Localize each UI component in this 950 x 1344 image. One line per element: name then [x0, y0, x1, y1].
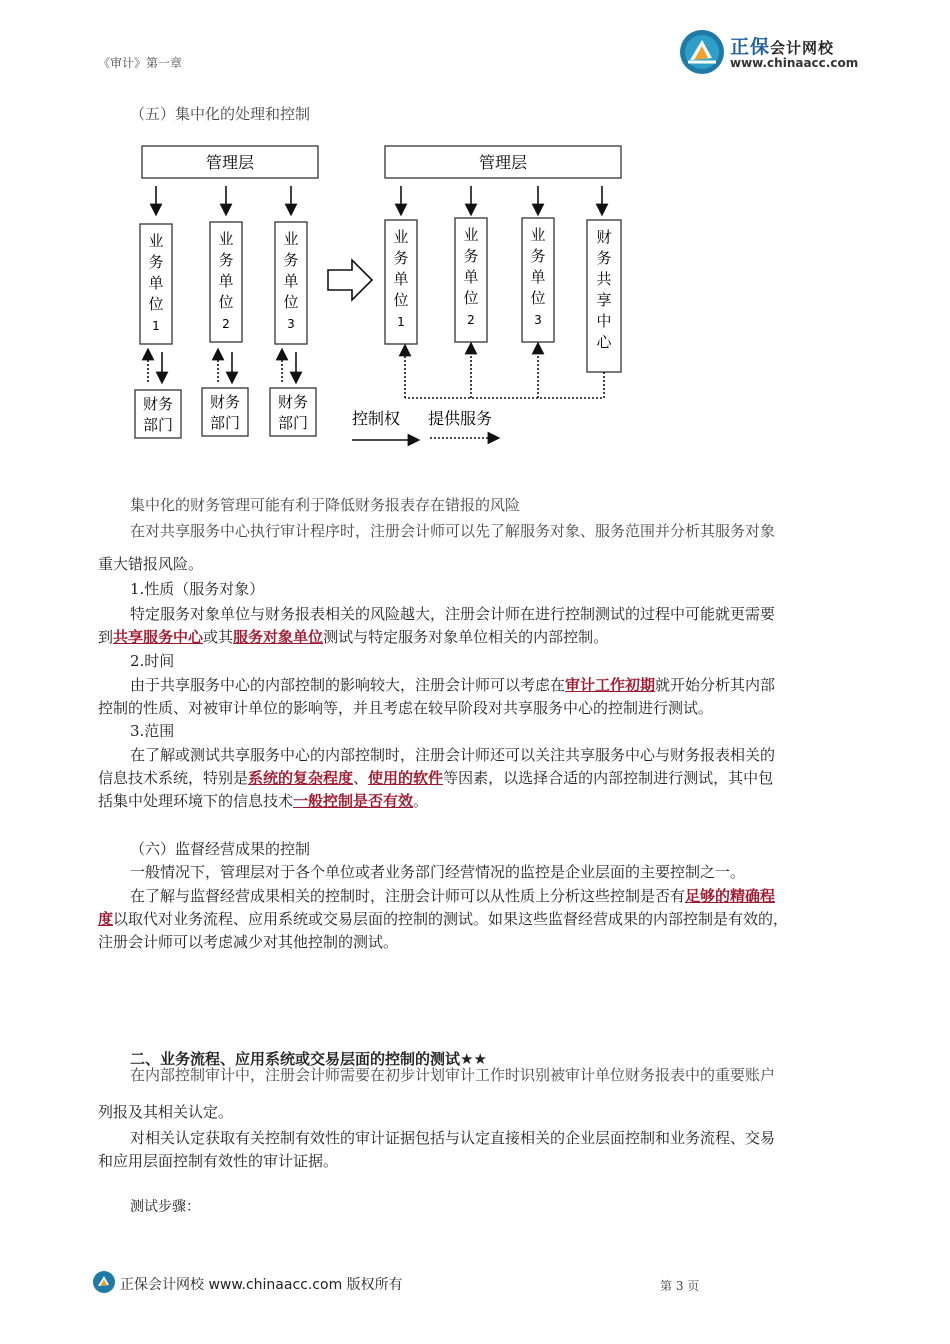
paragraph-six-2 [130, 885, 860, 907]
text: 以取代对业务流程、应用系统或交易层面的控制的测试。如果这些监督经营成果的内部控制是有效的， [113, 910, 789, 928]
heading-scope: 3.范围 [130, 722, 175, 740]
paragraph-scope-1: 在了解或测试共享服务中心的内部控制时，注册会计师还可以关注共享服务中心与财务报表相关的 [130, 746, 776, 764]
text: 、 [353, 769, 369, 787]
right-unit-2-char: 位 [463, 289, 479, 307]
highlight-link[interactable]: 使用的软件 [368, 769, 444, 787]
right-unit-2-char: 单 [463, 268, 479, 286]
left-unit-3-char: 业 [283, 230, 299, 248]
text: 括集中处理环境下的信息技术 [98, 792, 294, 810]
finance-dept-label: 部门 [142, 416, 174, 434]
left-unit-2-char: 2 [222, 317, 230, 331]
right-unit-3-char: 务 [530, 247, 546, 265]
right-management-label: 管理层 [478, 153, 528, 172]
legend-control-label: 控制权 [352, 409, 401, 428]
service-network-line [405, 372, 604, 398]
highlight-link[interactable]: 审计工作初期 [565, 676, 656, 694]
right-unit-2-char: 2 [467, 313, 475, 327]
legend-service-label: 提供服务 [428, 409, 493, 428]
logo-title: 正保会计网校 [730, 36, 835, 58]
text: 在了解与监督经营成果相关的控制时，注册会计师可以从性质上分析这些控制是否有 [130, 887, 686, 905]
cut-line-1: 集中化的财务管理可能有利于降低财务报表存在错报的风险 [130, 496, 521, 514]
finance-dept-label: 财务 [209, 393, 241, 411]
logo-url: www.chinaacc.com [730, 56, 859, 70]
test-steps-label: 测试步骤： [130, 1199, 200, 1215]
left-unit-1-char: 位 [148, 295, 164, 313]
paragraph-time-1 [130, 674, 860, 696]
right-unit-1-char: 位 [393, 291, 409, 309]
footer-logo-icon [92, 1270, 116, 1294]
heading-section-six: （六）监督经营成果的控制 [130, 840, 311, 858]
left-unit-1-char: 1 [152, 319, 160, 333]
finance-dept-label: 部门 [209, 414, 241, 432]
highlight-link[interactable]: 服务对象单位 [233, 628, 324, 646]
finance-dept-label: 财务 [277, 393, 309, 411]
right-unit-3-char: 业 [530, 226, 546, 244]
right-unit-1-char: 1 [397, 315, 405, 329]
left-management-label: 管理层 [205, 153, 255, 172]
highlight-link[interactable]: 一般控制是否有效 [293, 792, 414, 810]
left-unit-2-char: 务 [218, 251, 234, 269]
left-unit-2-char: 单 [218, 272, 234, 290]
share-center-char: 享 [596, 291, 612, 309]
finance-dept-label: 部门 [277, 414, 309, 432]
paragraph-six-3 [98, 908, 860, 930]
highlight-link[interactable]: 共享服务中心 [113, 628, 204, 646]
right-unit-1-char: 务 [393, 249, 409, 267]
header-fragment: 《审计》第一章 [98, 56, 183, 70]
right-unit-1-char: 业 [393, 228, 409, 246]
highlight-link[interactable]: 度 [98, 910, 114, 928]
left-unit-1-char: 业 [148, 232, 164, 250]
paragraph-scope-2 [98, 767, 860, 789]
left-unit-3-char: 务 [283, 251, 299, 269]
share-center-char: 中 [596, 312, 612, 330]
right-unit-3-char: 单 [530, 268, 546, 286]
left-unit-2-char: 位 [218, 293, 234, 311]
left-unit-3-char: 位 [283, 293, 299, 311]
paragraph-seven-2: 对相关认定获取有关控制有效性的审计证据包括与认定直接相关的企业层面控制和业务流程、交易 [130, 1129, 776, 1147]
paragraph-six-4: 注册会计师可以考虑减少对其他控制的测试。 [98, 933, 399, 951]
text: 由于共享服务中心的内部控制的影响较大，注册会计师可以考虑在 [130, 676, 566, 694]
paragraph-nature-1: 特定服务对象单位与财务报表相关的风险越大，注册会计师在进行控制测试的过程中可能就更需要 [130, 605, 776, 623]
text: 或其 [203, 628, 234, 646]
left-unit-1-char: 单 [148, 274, 164, 292]
highlight-link[interactable]: 系统的复杂程度 [248, 769, 354, 787]
section-two-cut-line: 在内部控制审计中，注册会计师需要在初步计划审计工作时识别被审计单位财务报表中的重要账户 [130, 1066, 776, 1084]
paragraph-nature-2 [98, 626, 860, 648]
paragraph-risk: 重大错报风险。 [98, 555, 204, 573]
share-center-char: 心 [596, 333, 612, 351]
right-unit-2-char: 业 [463, 226, 479, 244]
finance-dept-label: 财务 [142, 395, 174, 413]
paragraph-seven-1: 列报及其相关认定。 [98, 1103, 234, 1121]
page-number: 第 3 页 [660, 1279, 700, 1293]
paragraph-scope-3 [98, 790, 860, 812]
left-unit-3-char: 3 [287, 317, 295, 331]
right-unit-1-char: 单 [393, 270, 409, 288]
highlight-link[interactable]: 足够的精确程 [685, 887, 776, 905]
section-five-heading-fragment: （五）集中化的处理和控制 [130, 105, 311, 123]
heading-nature: 1.性质（服务对象） [130, 580, 265, 598]
paragraph-time-2: 控制的性质、对被审计单位的影响等，并且考虑在较早阶段对共享服务中心的控制进行测试。 [98, 699, 714, 717]
share-center-char: 财 [596, 228, 612, 246]
right-unit-3-char: 位 [530, 289, 546, 307]
right-unit-3-char: 3 [534, 313, 542, 327]
left-unit-1-char: 务 [148, 253, 164, 271]
share-center-char: 共 [596, 270, 612, 288]
transform-arrow-icon [328, 260, 372, 300]
cut-line-2: 在对共享服务中心执行审计程序时，注册会计师可以先了解服务对象、服务范围并分析其服务对象 [130, 522, 776, 540]
right-unit-2-char: 务 [463, 247, 479, 265]
text: 等因素，以选择合适的内部控制进行测试，其中包 [443, 769, 774, 787]
left-unit-2-char: 业 [218, 230, 234, 248]
heading-time: 2.时间 [130, 652, 175, 670]
text: 到 [98, 628, 114, 646]
text: 信息技术系统，特别是 [98, 769, 249, 787]
text: 测试与特定服务对象单位相关的内部控制。 [323, 628, 609, 646]
left-unit-3-char: 单 [283, 272, 299, 290]
section-two-title: 二、业务流程、应用系统或交易层面的控制的测试★★ [130, 1050, 487, 1068]
paragraph-six-1: 一般情况下，管理层对于各个单位或者业务部门经营情况的监控是企业层面的主要控制之一。 [130, 863, 746, 881]
footer [92, 1270, 492, 1298]
footer-copyright: 正保会计网校 www.chinaacc.com 版权所有 [120, 1277, 403, 1293]
text: 。 [413, 792, 429, 810]
brand-logo[interactable] [678, 28, 868, 78]
org-diagram [130, 130, 650, 460]
share-center-char: 务 [596, 249, 612, 267]
paragraph-seven-3: 和应用层面控制有效性的审计证据。 [98, 1152, 339, 1170]
logo-icon [678, 28, 726, 76]
text: 就开始分析其内部 [655, 676, 776, 694]
